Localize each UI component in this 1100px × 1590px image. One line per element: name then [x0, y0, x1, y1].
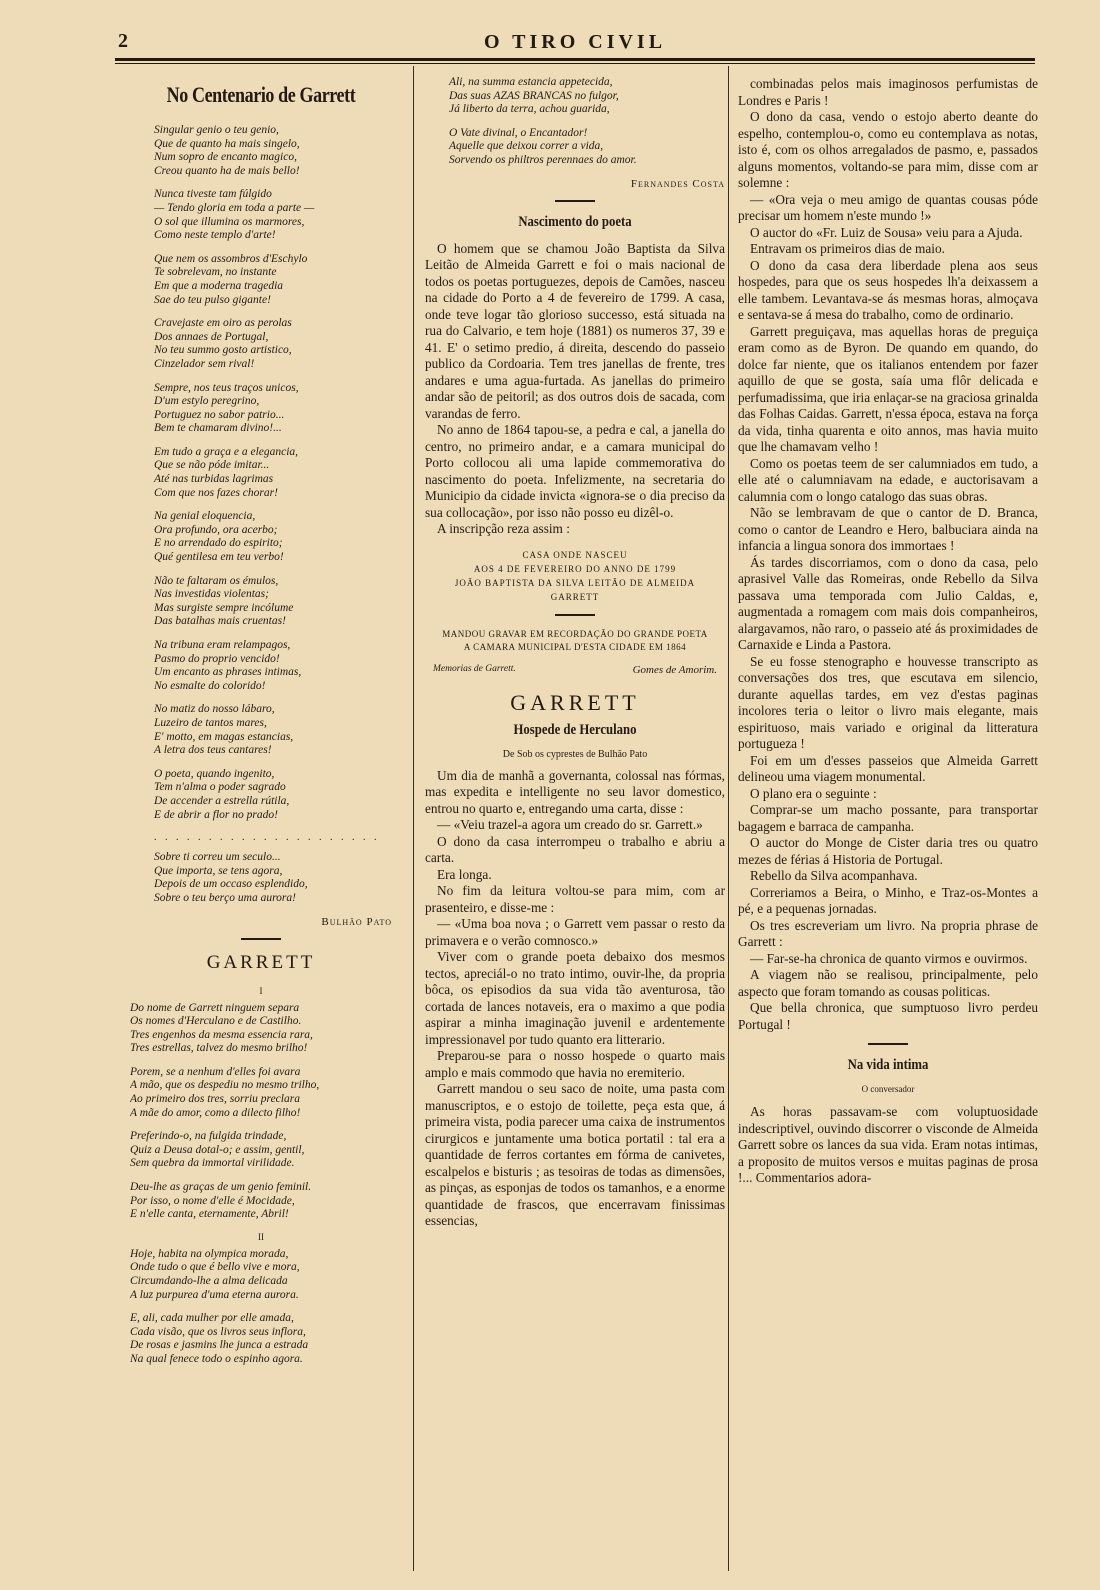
page-header	[115, 26, 1035, 58]
paragraph: A viagem não se realisou, principalmente, pelo aspecto que foram tomando as cousas politicas.	[738, 967, 1038, 999]
section-separator	[868, 1043, 908, 1045]
inscription-text	[425, 548, 725, 604]
poem-line: Pasmo do proprio vencido!	[154, 652, 280, 665]
poem-stanza	[130, 382, 392, 436]
poem-line: Já liberto da terra, achou guarida,	[449, 103, 610, 116]
paragraph: — «Ora veja o meu amigo de quantas cousas póde precisar um homem n'este mundo !»	[738, 191, 1038, 223]
poem-line: Creou quanto ha de mais bello!	[154, 164, 300, 177]
poem-line: Como neste templo d'arte!	[154, 229, 276, 242]
poem-line: Singular genio o teu genio,	[154, 124, 279, 136]
article-body	[425, 768, 725, 1230]
poem-line: Sorvendo os philtros perennaes do amor.	[449, 153, 637, 166]
paragraph: Os tres escreveriam um livro. Na propria phrase de Garrett :	[738, 917, 1038, 949]
poem-line: Sempre, nos teus traços unicos,	[154, 381, 299, 394]
poem-stanzas	[425, 76, 725, 168]
inscription-line: A CAMARA MUNICIPAL D'ESTA CIDADE EM 1864	[463, 641, 687, 652]
paragraph: Viver com o grande poeta debaixo dos mesmos tectos, apreciál-o no trato intimo, ouvir-lhe, da propria bôca, os episodios da sua vida tão aventurosa, tão cortada de lances notaveis, era o maximo a que podia aspirar a minha imaginação juvenil e ardentemente impressionavel por tudo quanto era litterario.	[425, 949, 725, 1047]
poem-line: Nunca tiveste tam fúlgido	[154, 188, 272, 201]
poem-line: Sem quebra da immortal virilidade.	[130, 1157, 295, 1170]
paragraph: Se eu fosse stenographo e houvesse transcripto as conversações dos tres, que escutava em silencio, durante aquellas tardes, em vez d'estas paginas incolores teria o leitor o livro mais elegante, mais espirituoso, mais variado e original da litteratura portugueza !	[738, 653, 1038, 751]
section-separator	[555, 200, 595, 202]
poem-stanza	[130, 188, 392, 242]
poem-line: A mão, que os despediu no mesmo trilho,	[130, 1079, 320, 1092]
poem-stanza	[130, 1248, 392, 1302]
inscription-credit	[425, 628, 725, 654]
paragraph: Que bella chronica, que sumptuoso livro perdeu Portugal !	[738, 1000, 1038, 1032]
source-author: Gomes de Amorim.	[632, 663, 717, 676]
poem-line: A mãe do amor, como a dilecto filho!	[130, 1106, 301, 1119]
poem-line: Sae do teu pulso gigante!	[154, 293, 271, 306]
sonnet-stanzas	[130, 1002, 392, 1222]
poem-line: Porem, se a nenhum d'elles foi avara	[130, 1065, 301, 1078]
newspaper-title: O TIRO CIVIL	[483, 31, 667, 53]
poem-stanza	[130, 1181, 392, 1222]
poem-line: Tem n'alma o poder sagrado	[154, 781, 286, 794]
poem-stanza	[130, 317, 392, 371]
poem-line: Em que a moderna tragedia	[154, 279, 284, 292]
paragraph: Correriamos a Beira, o Minho, e Traz-os-Montes a pé, e a pequenas jornadas.	[738, 884, 1038, 916]
poem-line: Na genial eloquencia,	[154, 510, 256, 523]
poem-line: No teu summo gosto artistico,	[154, 344, 292, 357]
poem-line: Um encanto as phrases intimas,	[154, 666, 302, 679]
poem-line: Hoje, habita na olympica morada,	[130, 1247, 289, 1260]
poem-line: E, ali, cada mulher por elle amada,	[130, 1312, 294, 1325]
article-byline: De Sob os cyprestes de Bulhão Pato	[502, 748, 648, 760]
column-1	[130, 76, 392, 1576]
paragraph: O auctor do Monge de Cister daria tres ou quatro mezes de férias á Historia de Portugal.	[738, 835, 1038, 867]
poem-line: Circumdando-lhe a alma delicada	[130, 1275, 288, 1287]
paragraph: Era longa.	[437, 866, 492, 882]
poem-line: E de abrir a flor no prado!	[154, 808, 278, 821]
section-subtitle: O conversador	[861, 1084, 915, 1094]
paragraph: — «Veiu trazel-a agora um creado do sr. Garrett.»	[437, 817, 703, 833]
poem-line: Luzeiro de tantos mares,	[154, 716, 267, 729]
poem-line: Até nas turbidas lagrimas	[154, 473, 274, 486]
header-rule-thin	[115, 63, 1035, 64]
poem-stanza	[130, 510, 392, 564]
paragraph: Como os poetas teem de ser calumniados em tudo, a elle até o calumniavam na edade, e auctorisavam a calumnia com o longo catalogo das suas obras.	[738, 455, 1038, 504]
poem-stanza	[425, 127, 725, 168]
section-separator	[555, 614, 595, 616]
ellipsis-dots: . . . . . . . . . . . . . . . . . . . . .	[154, 832, 380, 844]
poem-line: — Tendo gloria em toda a parte —	[154, 201, 315, 214]
paragraph: O auctor do «Fr. Luiz de Sousa» veiu para a Ajuda.	[750, 224, 1023, 240]
column-2	[425, 76, 725, 1576]
inscription-line: AOS 4 DE FEVEREIRO DO ANNO DE 1799	[473, 563, 677, 574]
article-body	[738, 76, 1038, 1033]
poem-stanza	[130, 253, 392, 307]
poem-line: O Vate divinal, o Encantador!	[449, 126, 588, 139]
source-line	[425, 664, 725, 676]
article-body	[738, 1104, 1038, 1187]
paragraph: Garrett preguiçava, mas aquellas horas de preguiça eram como as de Byron. De quando em quando, do dolce far niente, que os italianos entendem por fazer aquillo de que se gosta, saía uma flôr delicada e perfumadissima, que iria enlaçar-se na graciosa grinalda das Folhas Caidas. Garrett, n'essa época, estava na força da vida, tinha quarenta e oito annos, mas havia muito que lhe chamavam velho !	[738, 323, 1038, 454]
poem-stanza	[130, 1130, 392, 1171]
poem-line: Depois de um occaso esplendido,	[154, 878, 308, 891]
poem-line: Das batalhas mais cruentas!	[154, 615, 286, 628]
poem-line: Onde tudo o que é bello vive e mora,	[130, 1261, 300, 1274]
sonnet-number: I	[259, 985, 263, 996]
paragraph: O plano era o seguinte :	[750, 785, 877, 801]
inscription-line: CASA ONDE NASCEU	[522, 549, 628, 560]
poem-author: Bulhão Pato	[321, 915, 392, 928]
poem-line: Mas surgiste sempre incólume	[154, 601, 294, 614]
paragraph: Comprar-se um macho possante, para transportar bagagem e barraca de campanha.	[738, 802, 1038, 834]
poem-line: Em tudo a graça e a elegancia,	[154, 445, 299, 458]
poem-stanza	[130, 1312, 392, 1366]
paragraph: O dono da casa, vendo o estojo aberto deante do espelho, contemplou-o, como eu contemplava as notas, isto é, com os olhos arregalados de pasmo, e, passados alguns momentos, voltando-se para mim, disse com ar solemne :	[738, 109, 1038, 190]
inscription-line: GARRETT	[550, 591, 600, 602]
poem-line: Que nem os assombros d'Eschylo	[154, 252, 308, 265]
inscription-line: JOÃO BAPTISTA DA SILVA LEITÃO DE ALMEIDA	[454, 577, 696, 588]
paragraph: No anno de 1864 tapou-se, a pedra e cal, a janella do centro, no primeiro andar, e a camara municipal do Porto collocou ali uma lapide commemorativa do nascimento do poeta. Infelizmente, na secretaria do Municipio da cidade invicta «ignora-se o dia preciso da sua collocação», por isso não posso eu dizêl-o.	[425, 422, 725, 520]
section-title: Na vida intima	[847, 1057, 929, 1073]
paragraph: Foi em um d'esses passeios que Almeida Garrett delineou uma viagem monumental.	[738, 752, 1038, 784]
poem-line: O sol que illumina os marmores,	[154, 215, 305, 228]
header-rule-thick	[115, 58, 1035, 61]
poem-stanza	[130, 1002, 392, 1056]
poem-line: Tres engenhos da mesma essencia rara,	[130, 1028, 313, 1041]
paragraph: As horas passavam-se com voluptuosidade indescriptivel, ouvindo discorrer o visconde de Almeida Garrett sobre os lances da sua vida. Eram notas intimas, a proposito de muitos versos e muitas paginas de prosa !... Commentarios adora-	[738, 1104, 1038, 1185]
poem-line: Qué gentilesa em teu verbo!	[154, 551, 284, 564]
poem-line: Na qual fenece todo o espinho agora.	[130, 1352, 303, 1365]
paragraph: Entravam os primeiros dias de maio.	[750, 241, 945, 256]
article-title: GARRETT	[206, 951, 316, 973]
poem-line: E' motto, em magas estancias,	[154, 730, 294, 743]
poem-line: Cinzelador sem rival!	[154, 357, 255, 370]
inscription-line: MANDOU GRAVAR EM RECORDAÇÃO DO GRANDE POETA	[442, 628, 708, 639]
column-divider	[413, 66, 414, 1571]
poem-line: Deu-lhe as graças de um genio feminil.	[130, 1181, 312, 1194]
poem-line: Sobre ti correu um seculo...	[154, 851, 281, 864]
poem-line: De rosas e jasmins lhe junca a estrada	[130, 1339, 309, 1352]
poem-stanza	[130, 851, 392, 905]
sonnet-number: II	[258, 1231, 264, 1242]
poem-stanza	[130, 703, 392, 757]
paragraph: Rebello da Silva acompanhava.	[750, 868, 918, 883]
poem-stanza	[130, 1066, 392, 1120]
poem-line: E n'elle canta, eternamente, Abril!	[130, 1208, 289, 1221]
poem-line: Aquelle que deixou correr a vida,	[449, 140, 604, 153]
poem-line: Na tribuna eram relampagos,	[154, 639, 291, 651]
paragraph: No fim da leitura voltou-se para mim, com ar prasenteiro, e disse-me :	[425, 883, 725, 915]
poem-line: Ali, na summa estancia appetecida,	[449, 76, 613, 88]
poem-stanza	[130, 768, 392, 822]
poem-line: A letra dos teus cantares!	[154, 744, 272, 757]
poem-stanza	[425, 76, 725, 117]
poem-line: Não te faltaram os émulos,	[154, 574, 279, 587]
poem-line: No esmalte do colorido!	[154, 679, 266, 692]
article-body	[425, 241, 725, 538]
column-divider	[728, 66, 729, 1571]
poem-line: Os nomes d'Herculano e de Castilho.	[130, 1015, 302, 1028]
paragraph: O dono da casa interrompeu o trabalho e abriu a carta.	[425, 833, 725, 866]
poem-stanza	[130, 575, 392, 629]
poem-line: Te sobrelevam, no instante	[154, 266, 277, 279]
poem-line: Preferindo-o, na fulgida trindade,	[130, 1130, 287, 1143]
poem-line: Do nome de Garrett ninguem separa	[130, 1001, 300, 1014]
page-number: 2	[118, 30, 128, 52]
poem-line: Tres estrellas, talvez do mesmo brilho!	[130, 1042, 308, 1055]
article-subtitle: Hospede de Herculano	[513, 721, 637, 738]
paragraph: — Far-se-ha chronica de quanto virmos e ouvirmos.	[750, 950, 1028, 966]
section-separator	[241, 938, 281, 940]
poem-line: Cada visão, que os livros seus inflora,	[130, 1325, 306, 1338]
poem-stanza	[130, 446, 392, 500]
poem-stanzas	[130, 124, 392, 822]
poem-line: Que se não póde imitar...	[154, 459, 270, 472]
poem-centenario	[130, 124, 392, 906]
paragraph: Um dia de manhã a governanta, colossal nas fórmas, mas expedita e intelligente no seu lavor domestico, entrou no quarto e, entregando uma carta, disse :	[425, 767, 725, 816]
poem-line: Sobre o teu berço uma aurora!	[154, 891, 296, 904]
section-title: Nascimento do poeta	[518, 213, 632, 230]
poem-line: Que de quanto ha mais singelo,	[154, 137, 300, 150]
poem-author: Fernandes Costa	[630, 177, 725, 190]
poem-line: Por isso, o nome d'elle é Mocidade,	[130, 1194, 295, 1207]
paragraph: Preparou-se para o nosso hospede o quarto mais amplo e mais commodo que havia no eremiterio.	[425, 1048, 725, 1080]
paragraph: Garrett mandou o seu saco de noite, uma pasta com manuscriptos, e o estojo de toilette, peça esta que, á primeira vista, podia parecer uma caixa de instrumentos cirurgicos e juntamente uma botica portatil : tal era a quantidade de ferros cortantes em fórma de canivetes, escalpelos e bisturis ; as tesoiras de todas as dimensões, as pinças, as esponjas de todos os tamanhos, e a enorme quantidade de frascos, que encerravam finissimas essencias,	[425, 1081, 725, 1229]
poem-stanza	[130, 639, 392, 693]
poem-line: Ora profundo, ora acerbo;	[154, 523, 278, 536]
poem-line: Quiz a Deusa dotal-o; e assim, gentil,	[130, 1143, 305, 1156]
poem-line: Que importa, se tens agora,	[154, 864, 283, 877]
article-title: No Centenario de Garrett	[166, 82, 356, 107]
poem-line: Ao primeiro dos tres, sorriu preclara	[130, 1093, 300, 1106]
poem-line: Das suas AZAS BRANCAS no fulgor,	[449, 89, 619, 102]
poem-line: Cravejaste em oiro as perolas	[154, 317, 292, 330]
poem-line: Nas investidas violentas;	[154, 588, 269, 601]
paragraph: O homem que se chamou João Baptista da Silva Leitão de Almeida Garrett e foi o mais nacional de todos os poetas portuguezes, depois de Camões, nasceu na cidade do Porto a 4 de fevereiro de 1799. A casa, onde teve logar tão glorioso successo, está situada na rua do Calvario, e tem hoje (1881) os numeros 37, 39 e 41. E' o setimo predio, á direita, descendo do passeio publico da Cordoaria. Tem tres janellas de frente, tres andares e uma agua-furtada. As janellas do primeiro andar são de peitoril; as dos outros dois de sacada, com varandas de ferro.	[425, 240, 725, 421]
poem-line: A luz purpurea d'uma eterna aurora.	[130, 1288, 299, 1301]
poem-line: Bem te chamaram divino!...	[154, 422, 282, 435]
poem-line: O poeta, quando ingenito,	[154, 767, 275, 780]
column-3	[738, 76, 1038, 1576]
paragraph: combinadas pelos mais imaginosos perfumistas de Londres e Paris !	[738, 76, 1038, 108]
poem-line: Portuguez no sabor patrio...	[154, 408, 285, 421]
poem-line: Num sopro de encanto magico,	[154, 151, 297, 164]
source-title: Memorias de Garrett.	[433, 663, 516, 674]
poem-line: Com que nos fazes chorar!	[154, 486, 278, 499]
sonnet-stanzas	[130, 1248, 392, 1367]
poem-line: No matiz do nosso lábaro,	[154, 703, 275, 716]
poem-line: De accender a estrella rútila,	[154, 794, 290, 807]
poem-line: E no arrendado do espirito;	[154, 537, 283, 550]
paragraph: — «Uma boa nova ; o Garrett vem passar o resto da primavera e o verão comnosco.»	[425, 916, 725, 948]
paragraph: O dono da casa dera liberdade plena aos seus hospedes, para que os seus hospedes lh'a deixassem a elle tambem. Levantava-se ás mesmas horas, almoçava e sentava-se á mesa do trabalho, como de ordinario.	[738, 257, 1038, 322]
paragraph: Não se lembravam de que o cantor de D. Branca, como o cantor de Leandro e Hero, balbuciara ainda na infancia a lingua sonora dos immortaes !	[738, 505, 1038, 553]
poem-line: D'um estylo peregrino,	[154, 395, 260, 408]
paragraph: A inscripção reza assim :	[437, 521, 570, 537]
paragraph: Ás tardes discorriamos, com o dono da casa, pelo aprasivel Valle das Romeiras, onde Rebello da Silva passava uma temporada com Julio Caldas, e, augmentada a romagem com mais dois companheiros, alargavamos, não raro, o passeio até ás proximidades de Carnaxide e Linda a Pastora.	[738, 554, 1038, 652]
poem-line: Dos annaes de Portugal,	[154, 330, 269, 343]
article-title: GARRETT	[510, 689, 640, 715]
poem-stanza	[130, 124, 392, 178]
